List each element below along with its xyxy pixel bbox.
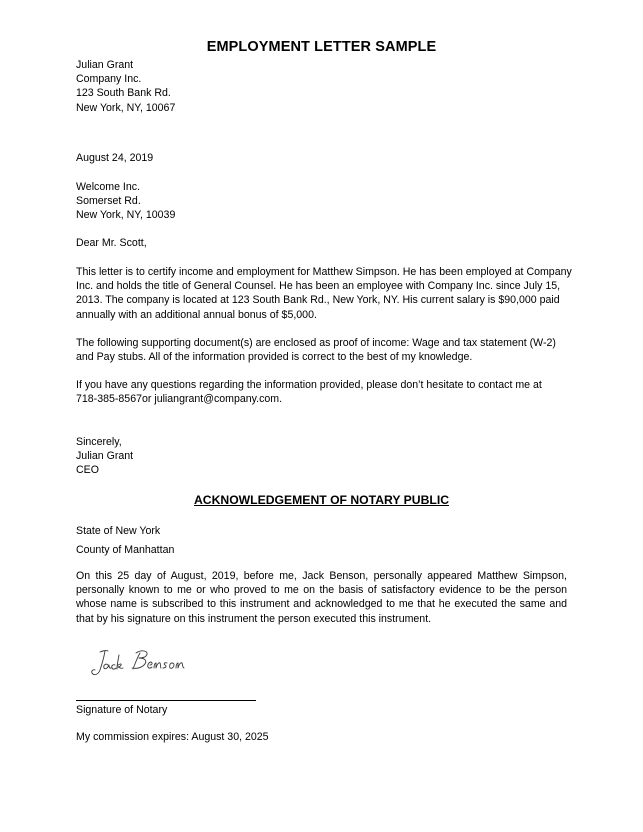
document-title: EMPLOYMENT LETTER SAMPLE — [206, 39, 437, 55]
body-paragraph-2 — [76, 336, 570, 364]
letter-date — [76, 151, 568, 165]
closing-title: CEO — [76, 464, 99, 477]
salutation-text: Dear Mr. Scott, — [76, 237, 147, 249]
recipient-city: New York, NY, 10039 — [76, 209, 176, 222]
notary-statement — [76, 569, 567, 626]
statement-line: On this 25 day of August, 2019, before me, Jack Benson, personally appeared Matthew Simpson, — [76, 570, 567, 582]
valediction: Sincerely, — [76, 436, 122, 448]
body-paragraph-1 — [76, 265, 570, 322]
county-text: County of Manhattan — [76, 544, 175, 556]
commission-text: My commission expires: August 30, 2025 — [76, 731, 269, 743]
sender-address — [76, 58, 568, 115]
recipient-company: Welcome Inc. — [76, 181, 140, 193]
paragraph-line: 2013. The company is located at 123 South Bank Rd., New York, NY. His current salary is $90,000 paid — [76, 294, 560, 307]
paragraph-line: This letter is to certify income and employment for Matthew Simpson. He has been employed at Company — [76, 266, 572, 278]
paragraph-line: Inc. and holds the title of General Counsel. He has been an employee with Company Inc. since July 15, — [76, 280, 561, 293]
signature-line — [76, 700, 256, 701]
paragraph-line: If you have any questions regarding the information provided, please don’t hesitate to contact me at — [76, 379, 542, 391]
signature-label — [76, 703, 568, 717]
notary-handwritten-signature — [84, 640, 194, 684]
sender-city: New York, NY, 10067 — [76, 101, 176, 114]
paragraph-line: annually with an additional annual bonus of $5,000. — [76, 308, 317, 321]
signature-label-text: Signature of Notary — [76, 704, 168, 716]
sender-name: Julian Grant — [76, 59, 134, 71]
paragraph-line: The following supporting document(s) are enclosed as proof of income: Wage and tax statement (W-2) — [76, 337, 556, 349]
body-paragraph-3 — [76, 378, 570, 406]
notary-county — [76, 543, 568, 557]
statement-line: whose name is subscribed to this instrument and acknowledged to me that he executed the same and — [76, 598, 567, 611]
signature-graphic — [84, 640, 194, 684]
statement-line: personally known to me or who proved to me on the basis of satisfactory evidence to be the person — [76, 584, 567, 597]
paragraph-line: 718-385-8567or juliangrant@company.com. — [76, 393, 283, 406]
notary-state — [76, 524, 568, 538]
paragraph-line: and Pay stubs. All of the information provided is correct to the best of my knowledge. — [76, 351, 473, 364]
sender-street: 123 South Bank Rd. — [76, 87, 171, 100]
closing — [76, 435, 568, 478]
notary-heading: ACKNOWLEDGEMENT OF NOTARY PUBLIC — [193, 493, 450, 507]
closing-name: Julian Grant — [76, 450, 134, 463]
sender-company: Company Inc. — [76, 73, 142, 86]
statement-line: that by his signature on this instrument the person executed this instrument. — [76, 612, 432, 625]
recipient-street: Somerset Rd. — [76, 195, 141, 208]
salutation — [76, 236, 568, 250]
date-text: August 24, 2019 — [76, 152, 154, 164]
state-text: State of New York — [76, 525, 161, 537]
recipient-address — [76, 180, 568, 223]
commission-expiry — [76, 730, 568, 744]
